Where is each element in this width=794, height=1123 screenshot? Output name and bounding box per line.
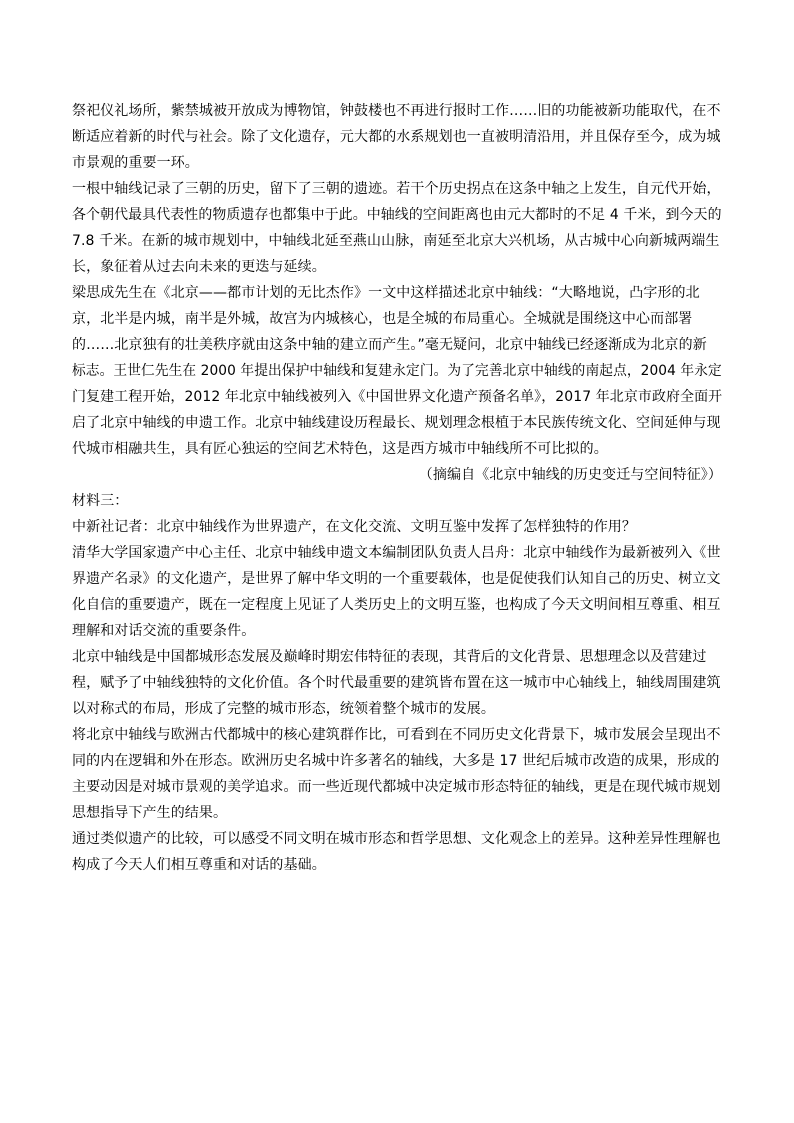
text-line: 一根中轴线记录了三朝的历史，留下了三朝的遗迹。若干个历史拐点在这条中轴之上发生，自元代开始， xyxy=(72,181,721,197)
document-page xyxy=(72,98,722,878)
text-line: 通过类似遗产的比较，可以感受不同文明在城市形态和哲学思想、文化观念上的差异。这种差异性理解也 xyxy=(72,831,721,847)
paragraph xyxy=(72,514,722,540)
text-line: 北京中轴线是中国都城形态发展及巅峰时期宏伟特征的表现，其背后的文化背景、思想理念以及营建过 xyxy=(72,649,707,665)
text-line: 同的内在逻辑和外在形态。欧洲历史名城中许多著名的轴线，大多是 17 世纪后城市改造的成果，形成的 xyxy=(72,753,720,769)
text-line: 京，北半是内城，南半是外城，故宫为内城核心，也是全城的布局重心。全城就是围绕这中心而部署 xyxy=(72,311,693,327)
paragraph xyxy=(72,280,722,462)
text-line: 启了北京中轴线的申遗工作。北京中轴线建设历程最长、规划理念根植于本民族传统文化、空间延伸与现 xyxy=(72,415,721,431)
paragraph xyxy=(72,644,722,722)
text-line: 清华大学国家遗产中心主任、北京中轴线申遗文本编制团队负责人吕舟：北京中轴线作为最新被列入《世 xyxy=(72,545,721,561)
paragraph xyxy=(72,722,722,826)
text-line: 思想指导下产生的结果。 xyxy=(72,805,228,821)
text-line: 中新社记者：北京中轴线作为世界遗产，在文化交流、文明互鉴中发挥了怎样独特的作用？ xyxy=(72,519,636,535)
text-line: 构成了今天人们相互尊重和对话的基础。 xyxy=(72,857,326,873)
paragraph xyxy=(72,176,722,280)
text-line: 程，赋予了中轴线独特的文化价值。各个时代最重要的建筑皆布置在这一城市中心轴线上，轴线周围建筑 xyxy=(72,675,721,691)
text-line: 7.8 千米。在新的城市规划中，中轴线北延至燕山山脉，南延至北京大兴机场，从古城中心向新城两端生 xyxy=(72,233,720,249)
text-line: 代城市相融共生，具有匠心独运的空间艺术特色，这是西方城市中轴线所不可比拟的。 xyxy=(72,441,608,457)
text-line: 标志。王世仁先生在 2000 年提出保护中轴线和复建永定门。为了完善北京中轴线的南起点，2004 年永定 xyxy=(72,363,722,379)
text-line: 祭祀仪礼场所，紫禁城被开放成为博物馆，钟鼓楼也不再进行报时工作……旧的功能被新功能取代，在不 xyxy=(72,103,721,119)
text-line: 市景观的重要一环。 xyxy=(72,155,199,171)
text-line: 的……北京独有的壮美秩序就由这条中轴的建立而产生。”毫无疑问，北京中轴线已经逐渐成为北京的新 xyxy=(72,337,707,353)
text-line: 各个朝代最具代表性的物质遗存也都集中于此。中轴线的空间距离也由元大都时的不足 4 千米，到今天的 xyxy=(72,207,722,223)
text-line: 材料三： xyxy=(72,493,129,509)
text-line: 主要动因是对城市景观的美学追求。而一些近现代都城中决定城市形态特征的轴线，更是在现代城市规划 xyxy=(72,779,721,795)
text-line: 长，象征着从过去向未来的更迭与延续。 xyxy=(72,259,326,275)
text-line: 理解和对话交流的重要条件。 xyxy=(72,623,256,639)
paragraph xyxy=(72,98,722,176)
source-line: （摘编自《北京中轴线的历史变迁与空间特征》） xyxy=(418,467,722,483)
text-line: 断适应着新的时代与社会。除了文化遗存，元大都的水系规划也一直被明清沿用，并且保存至今，成为城 xyxy=(72,129,721,145)
text-line: 梁思成先生在《北京——都市计划的无比杰作》一文中这样描述北京中轴线：“大略地说，凸字形的北 xyxy=(72,285,700,301)
text-line: 化自信的重要遗产，既在一定程度上见证了人类历史上的文明互鉴，也构成了今天文明间相互尊重、相互 xyxy=(72,597,721,613)
text-line: 将北京中轴线与欧洲古代都城中的核心建筑群作比，可看到在不同历史文化背景下，城市发展会呈现出不 xyxy=(72,727,721,743)
paragraph xyxy=(72,540,722,644)
paragraph xyxy=(72,488,722,514)
source-citation xyxy=(72,462,722,488)
text-line: 门复建工程开始，2012 年北京中轴线被列入《中国世界文化遗产预备名单》，2017 年北京市政府全面开 xyxy=(72,389,723,405)
text-line: 以对称式的布局，形成了完整的城市形态，统领着整个城市的发展。 xyxy=(72,701,495,717)
paragraph xyxy=(72,826,722,878)
text-line: 界遗产名录》的文化遗产，是世界了解中华文明的一个重要载体，也是促使我们认知自己的历史、树立文 xyxy=(72,571,721,587)
